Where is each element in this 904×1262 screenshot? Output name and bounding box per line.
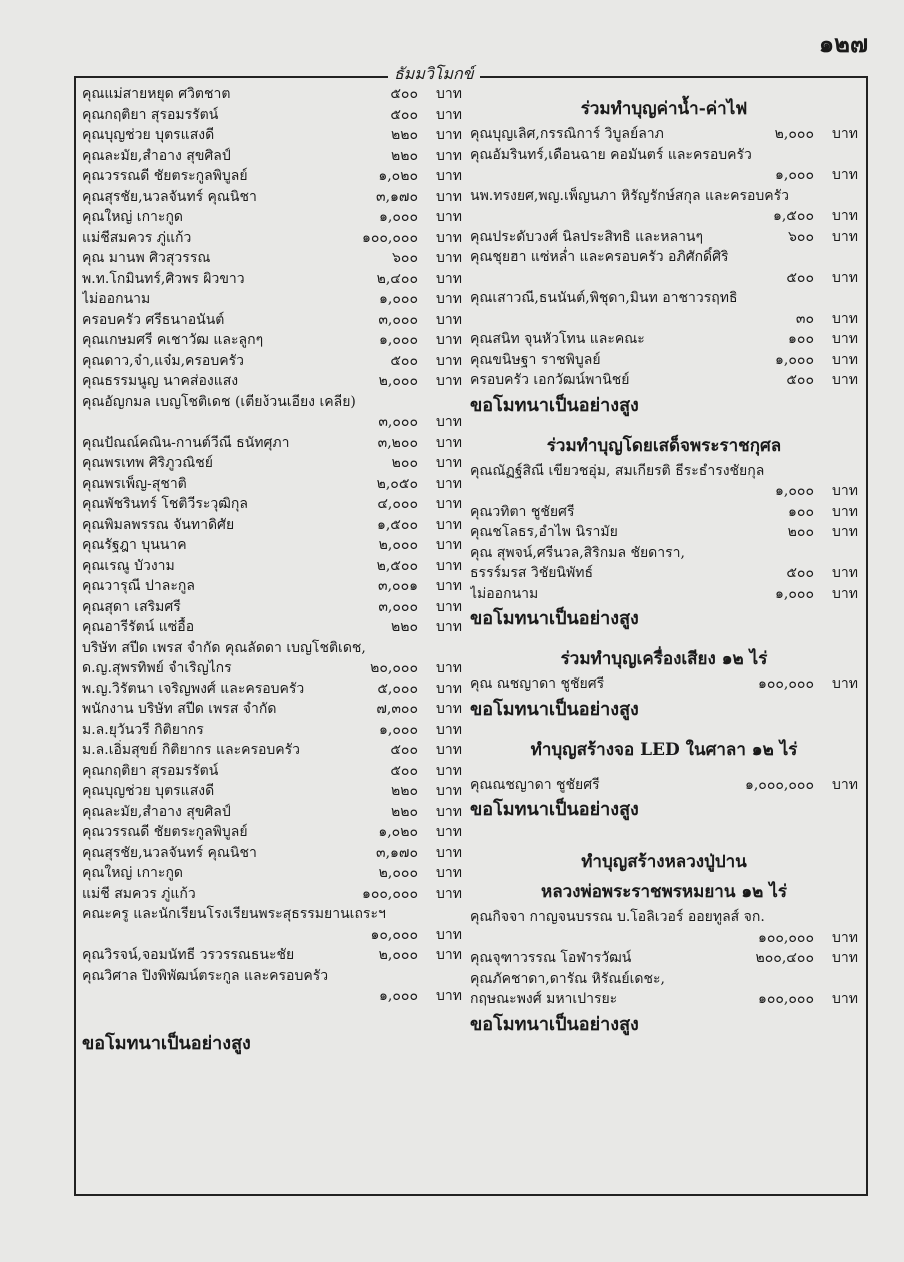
currency-unit: บาท (436, 352, 462, 369)
donation-row (82, 453, 462, 474)
currency-unit: บาท (832, 208, 858, 224)
donation-amount: ๑๐๐,๐๐๐ (757, 991, 814, 1007)
donation-amount: ๑,๐๐๐ (379, 209, 418, 225)
spacer (470, 84, 858, 94)
donor-name: คุณธรรมนูญ นาคส่องแสง (82, 373, 239, 389)
currency-unit: บาท (436, 209, 462, 225)
donor-name: พ.ญ.วิรัตนา เจริญพงศ์ และครอบครัว (82, 680, 305, 697)
donation-row (82, 310, 462, 331)
donation-amount: ๖๐๐ (788, 228, 814, 245)
donor-name: ม.ล.เอิ่มสุขย์ กิติยากร และครอบครัว (82, 742, 301, 758)
donation-row (470, 502, 858, 523)
donor-name-line: คุณภัคชาดา,ดารัณ หิรัณย์เดชะ, (470, 970, 665, 987)
donor-name: ด.ญ.สุพรทิพย์ จำเริญไกร (82, 660, 232, 676)
donation-row (470, 522, 858, 543)
donor-name: คุณละมัย,สำอาง สุขศิลป์ (82, 803, 231, 820)
donation-row (82, 617, 462, 638)
currency-unit: บาท (436, 742, 462, 758)
donation-amount: ๑,๐๐๐ (379, 291, 418, 307)
donor-name: พ.ท.โกมินทร์,ศิวพร ผิวขาว (82, 270, 245, 287)
donation-amount: ๒๐๐ (391, 455, 418, 471)
donation-row (470, 227, 858, 248)
donor-name: คุณพัชรินทร์ โชติวีระวุฒิกุล (82, 496, 248, 512)
donation-row (82, 146, 462, 167)
donation-row (82, 371, 462, 392)
donation-amount: ๒,๔๐๐ (376, 270, 418, 287)
donation-row (82, 351, 462, 372)
donation-amount: ๑๐๐ (788, 503, 814, 520)
currency-unit: บาท (832, 310, 858, 327)
currency-unit: บาท (436, 947, 462, 963)
donation-row (82, 289, 462, 310)
donation-row (82, 84, 462, 105)
donation-row (82, 556, 462, 577)
donation-row (470, 563, 858, 584)
donation-row (82, 105, 462, 126)
donation-row (82, 740, 462, 761)
donor-name: ครอบครัว ศรีธนาอนันต์ (82, 311, 225, 328)
currency-unit: บาท (436, 619, 462, 635)
donation-amount: ๑,๐๐๐ (379, 988, 418, 1004)
donation-amount: ๑๐๐,๐๐๐ (757, 929, 814, 946)
donation-amount: ๒,๐๐๐ (378, 947, 418, 963)
donor-name: คุณวิรจน์,จอมนัทธี วรวรรณธนะชัย (82, 947, 295, 963)
currency-unit: บาท (832, 991, 858, 1007)
donation-row (82, 125, 462, 146)
donation-row (82, 597, 462, 618)
currency-unit: บาท (436, 106, 462, 123)
donation-amount-row (82, 986, 462, 1007)
donation-amount: ๑๐๐,๐๐๐ (361, 885, 418, 902)
donor-name: คุณปัณณ์คณิน-กานต์วีณี ธนัทศุภา (82, 434, 290, 451)
section-heading: ร่วมทำบุญเครื่องเสียง ๑๒ ไร่ (560, 649, 768, 669)
donation-amount: ๑๐๐,๐๐๐ (757, 676, 814, 692)
spacer (470, 825, 858, 847)
donor-name: ครอบครัว เอกวัฒน์พานิชย์ (470, 372, 630, 388)
donation-amount-row (470, 165, 858, 186)
currency-unit: บาท (832, 167, 858, 183)
donation-amount: ๒๒๐ (390, 803, 418, 820)
currency-unit: บาท (832, 483, 858, 499)
currency-unit: บาท (436, 414, 462, 430)
spacer (82, 1007, 462, 1029)
currency-unit: บาท (436, 311, 462, 328)
donation-row (82, 699, 462, 720)
donation-amount: ๒๒๐ (390, 127, 418, 143)
donation-amount: ๑๐,๐๐๐ (370, 926, 418, 943)
donation-amount: ๒๐,๐๐๐ (370, 660, 418, 676)
spacer (470, 725, 858, 735)
currency-unit: บาท (436, 824, 462, 840)
donor-name: คุณสุดา เสริมศรี (82, 598, 181, 615)
donor-name: คุณพิมลพรรณ จันทาดิศัย (82, 516, 235, 533)
donation-row (82, 330, 462, 351)
donor-name: คุณบุญช่วย บุตรแสงดี (82, 127, 215, 143)
donation-row (82, 658, 462, 679)
currency-unit: บาท (436, 701, 462, 717)
donor-name: คุณดาว,จ๋า,แจ๋ม,ครอบครัว (82, 352, 244, 369)
donation-amount-row (82, 925, 462, 946)
donor-name: ธรรร์มรส วิชัยนิพัทธ์ (470, 565, 593, 581)
donation-amount: ๒,๐๕๐ (376, 475, 418, 492)
donor-name: คุณขนิษฐา ราชพิบูลย์ (470, 351, 601, 368)
donor-name: พนักงาน บริษัท สปีด เพรส จำกัด (82, 701, 277, 717)
donation-amount: ๒,๐๐๐ (378, 373, 418, 389)
donor-name: คุณณชญาดา ชูชัยศรี (470, 776, 600, 793)
donor-name: คุณใหญ่ เกาะกูด (82, 865, 184, 881)
donation-amount: ๗,๓๐๐ (376, 701, 418, 717)
donation-amount: ๑,๐๐๐ (775, 483, 814, 499)
currency-unit: บาท (832, 950, 858, 966)
donation-amount: ๕๐๐ (786, 269, 814, 286)
donor-name: คุณสนิท จุนหัวโทน และคณะ (470, 331, 645, 347)
donation-row (82, 166, 462, 187)
currency-unit: บาท (436, 86, 462, 102)
donation-amount: ๓,๐๐๐ (378, 311, 418, 328)
currency-unit: บาท (436, 803, 462, 820)
donor-name: กฤษณะพงศ์ มหาเปารยะ (470, 991, 618, 1007)
section-heading: ทำบุญสร้างจอ LED ในศาลา ๑๒ ไร่ (530, 739, 798, 760)
donor-name: คุณสุรชัย,นวลจันทร์ คุณนิชา (82, 188, 257, 205)
section-heading: หลวงพ่อพระราชพรหมยาน ๑๒ ไร่ (541, 882, 787, 902)
donation-amount-row (470, 481, 858, 502)
donation-amount: ๓,๐๐๐ (378, 598, 418, 615)
donation-row (82, 679, 462, 700)
donation-amount: ๒๒๐ (390, 147, 418, 164)
donation-row (82, 515, 462, 536)
donation-row (470, 948, 858, 969)
donation-amount: ๕๐๐ (390, 742, 418, 758)
donation-row (82, 781, 462, 802)
donor-name: คุณวารุณี ปาละกูล (82, 578, 195, 594)
currency-unit: บาท (436, 516, 462, 533)
donation-amount: ๕๐๐ (786, 372, 814, 388)
donation-row (82, 802, 462, 823)
donation-amount: ๑,๐๒๐ (378, 168, 418, 184)
donation-amount: ๒,๕๐๐ (376, 557, 418, 574)
donation-amount: ๕,๐๐๐ (377, 680, 418, 697)
currency-unit: บาท (436, 988, 462, 1004)
donation-row (82, 863, 462, 884)
currency-unit: บาท (436, 783, 462, 799)
donor-name-line: คุณเสาวณี,ธนนันต์,พิชุดา,มินท อาชาวรฤทธิ (470, 290, 738, 306)
donation-amount: ๓,๑๗๐ (376, 188, 418, 205)
donation-amount: ๒๐๐,๔๐๐ (755, 950, 814, 966)
donation-amount: ๑,๐๐๐ (379, 332, 418, 348)
donor-name: คุณวรรณดี ชัยตระกูลพิบูลย์ (82, 168, 248, 184)
journal-name: ธัมมวิโมกข์ (388, 62, 480, 87)
donation-amount: ๒๒๐ (390, 783, 418, 799)
donation-amount: ๓,๐๐๐ (378, 414, 418, 430)
currency-unit: บาท (436, 332, 462, 348)
thanks-line: ขอโมทนาเป็นอย่างสูง (82, 1032, 251, 1054)
currency-unit: บาท (436, 373, 462, 389)
donor-name: แม่ชี สมควร ภู่แก้ว (82, 885, 196, 902)
spacer (470, 421, 858, 431)
donation-row (82, 843, 462, 864)
currency-unit: บาท (832, 228, 858, 245)
currency-unit: บาท (436, 229, 462, 246)
currency-unit: บาท (436, 250, 462, 266)
currency-unit: บาท (436, 147, 462, 164)
donor-name-line: บริษัท สปีด เพรส จำกัด คุณลัดดา เบญโชติเดช, (82, 639, 366, 656)
donation-row (470, 674, 858, 695)
donation-amount: ๒๐๐ (787, 524, 814, 540)
donation-amount: ๓,๐๐๑ (378, 578, 418, 594)
donor-name-line: คุณชุยฮา แซ่หล่ำ และครอบครัว อภิศักดิ์ศิริ (470, 249, 729, 265)
currency-unit: บาท (436, 762, 462, 779)
donation-amount-row (470, 268, 858, 289)
donation-row (470, 584, 858, 605)
donation-row (82, 228, 462, 249)
donor-name: คุณ ณชญาดา ชูชัยศรี (470, 676, 605, 692)
currency-unit: บาท (832, 929, 858, 946)
donation-row (82, 945, 462, 966)
donor-name: คุณกฤติยา สุรอมรรัตน์ (82, 762, 219, 779)
currency-unit: บาท (436, 885, 462, 902)
currency-unit: บาท (436, 270, 462, 287)
donor-name: แม่ชีสมควร ภู่แก้ว (82, 229, 192, 246)
donation-amount: ๓,๒๐๐ (377, 434, 418, 451)
donor-name: ไม่ออกนาม (82, 291, 151, 307)
donor-name: คุณประดับวงศ์ นิลประสิทธิ และหลานๆ (470, 228, 704, 245)
donor-name: คุณละมัย,สำอาง สุขศิลป์ (82, 147, 231, 164)
donation-row (470, 124, 858, 145)
donation-row (82, 720, 462, 741)
donation-amount: ๔,๐๐๐ (377, 496, 418, 512)
currency-unit: บาท (436, 291, 462, 307)
donation-amount-row (470, 928, 858, 949)
thanks-line: ขอโมทนาเป็นอย่างสูง (470, 698, 639, 720)
section-heading: ร่วมทำบุญโดยเสด็จพระราชกุศล (546, 435, 782, 456)
currency-unit: บาท (436, 926, 462, 943)
currency-unit: บาท (832, 503, 858, 520)
currency-unit: บาท (436, 455, 462, 471)
donor-name: คุณชโลธร,อำไพ นิรามัย (470, 524, 618, 540)
currency-unit: บาท (832, 676, 858, 692)
thanks-line: ขอโมทนาเป็นอย่างสูง (470, 608, 639, 629)
currency-unit: บาท (436, 434, 462, 451)
currency-unit: บาท (436, 475, 462, 492)
donation-row (470, 329, 858, 350)
donation-amount-row (470, 206, 858, 227)
currency-unit: บาท (436, 844, 462, 861)
donation-amount-row (470, 309, 858, 330)
donor-name: คุณเรณู บัวงาม (82, 557, 175, 574)
donation-row (82, 187, 462, 208)
donor-name-line: คณะครู และนักเรียนโรงเรียนพระสุธรรมยานเถระฯ (82, 906, 386, 922)
donation-row (82, 822, 462, 843)
donor-name-line: คุณอัญกมล เบญโชติเดช (เตียง้วนเอียง เคลีย) (82, 393, 356, 410)
thanks-line: ขอโมทนาเป็นอย่างสูง (470, 394, 639, 416)
donor-name-line: คุณวิศาล ปิงพิพัฒน์ตระกูล และครอบครัว (82, 967, 329, 984)
page-number: ๑๒๗ (818, 29, 868, 58)
donor-name: คุณอารีรัตน์ แซ่อื้อ (82, 619, 195, 635)
thanks-line: ขอโมทนาเป็นอย่างสูง (470, 799, 639, 820)
donation-row (470, 775, 858, 796)
currency-unit: บาท (832, 524, 858, 540)
donor-name: คุณจุฑาวรรณ โอฬารวัฒน์ (470, 950, 632, 966)
donation-amount: ๕๐๐ (390, 762, 418, 779)
currency-unit: บาท (436, 865, 462, 881)
donation-amount: ๒,๐๐๐ (774, 126, 814, 142)
donation-amount: ๑,๐๐๐ (775, 167, 814, 183)
donor-name: คุณเกษมศรี คเชาวัฒ และลูกๆ (82, 332, 264, 348)
donor-name: คุณพรเพ็ญ-สุชาติ (82, 475, 187, 492)
currency-unit: บาท (436, 537, 462, 553)
donor-name: คุณวทิตา ชูชัยศรี (470, 503, 575, 520)
donation-amount: ๕๐๐ (390, 86, 418, 102)
donation-amount: ๓๐ (795, 310, 814, 327)
currency-unit: บาท (832, 565, 858, 581)
donation-amount: ๕๐๐ (390, 106, 418, 123)
currency-unit: บาท (436, 557, 462, 574)
donation-amount: ๕๐๐ (786, 565, 814, 581)
donor-name: คุณ มานพ ศิวสุวรรณ (82, 250, 211, 266)
donation-amount: ๒,๐๐๐ (378, 865, 418, 881)
donor-name: คุณรัฐฎา บุนนาค (82, 537, 187, 553)
donation-amount: ๑,๐๒๐ (378, 824, 418, 840)
donation-amount: ๑,๐๐๐ (379, 721, 418, 738)
currency-unit: บาท (436, 168, 462, 184)
donation-amount: ๓,๑๗๐ (376, 844, 418, 861)
donation-amount: ๕๐๐ (390, 352, 418, 369)
donor-name-line: นพ.ทรงยศ,พญ.เพ็ญนภา หิรัญรักษ์สกุล และครอบครัว (470, 187, 790, 204)
currency-unit: บาท (436, 578, 462, 594)
thanks-line: ขอโมทนาเป็นอย่างสูง (470, 1013, 639, 1035)
currency-unit: บาท (436, 721, 462, 738)
currency-unit: บาท (436, 188, 462, 205)
currency-unit: บาท (436, 127, 462, 143)
donation-amount: ๑๐๐,๐๐๐ (361, 229, 418, 246)
currency-unit: บาท (832, 331, 858, 347)
donor-name: คุณบุญช่วย บุตรแสงดี (82, 783, 215, 799)
currency-unit: บาท (436, 680, 462, 697)
donation-row (82, 248, 462, 269)
currency-unit: บาท (832, 269, 858, 286)
currency-unit: บาท (436, 496, 462, 512)
donor-name-line: คุณอัมรินทร์,เดือนฉาย คอมันตร์ และครอบครัว (470, 146, 752, 163)
donor-name: คุณพรเทพ ศิริภูวณิชย์ (82, 455, 213, 471)
currency-unit: บาท (436, 660, 462, 676)
donation-row (82, 207, 462, 228)
donation-amount: ๒๒๐ (390, 619, 418, 635)
donor-name: คุณกฤติยา สุรอมรรัตน์ (82, 106, 219, 123)
donor-name: คุณแม่สายหยุด ศวิตชาต (82, 86, 231, 102)
section-heading: ร่วมทำบุญค่าน้ำ-ค่าไฟ (580, 99, 748, 119)
currency-unit: บาท (832, 126, 858, 142)
donor-name: คุณวรรณดี ชัยตระกูลพิบูลย์ (82, 824, 248, 840)
donation-row (470, 350, 858, 371)
donation-amount: ๑,๐๐๐ (775, 351, 814, 368)
donation-amount: ๑,๐๐๐,๐๐๐ (744, 776, 814, 793)
donation-amount: ๑,๕๐๐ (772, 208, 814, 224)
donation-row (82, 433, 462, 454)
donation-row (82, 761, 462, 782)
donation-row (82, 269, 462, 290)
currency-unit: บาท (436, 598, 462, 615)
currency-unit: บาท (832, 351, 858, 368)
currency-unit: บาท (832, 585, 858, 602)
left-column (82, 84, 462, 1059)
currency-unit: บาท (832, 776, 858, 793)
donation-row (82, 576, 462, 597)
donor-name-line: คุณณัฏฐ์สิณี เขียวชอุ่ม, สมเกียรติ ธีระธำรงชัยกุล (470, 462, 765, 479)
donation-amount: ๑,๐๐๐ (775, 585, 814, 602)
spacer (470, 765, 858, 775)
donation-row (82, 535, 462, 556)
donation-row (470, 989, 858, 1010)
donor-name: คุณใหญ่ เกาะกูด (82, 209, 184, 225)
spacer (470, 634, 858, 644)
donation-row (82, 474, 462, 495)
section-heading: ทำบุญสร้างหลวงปู่ปาน (581, 852, 747, 872)
donation-amount: ๖๐๐ (392, 250, 418, 266)
donor-name-line: คุณกิจจา กาญจนบรรณ บ.โอลิเวอร์ ออยทูลส์ จก. (470, 909, 765, 925)
donation-amount: ๑๐๐ (788, 331, 814, 347)
right-column (470, 84, 858, 1040)
donor-name: คุณสุรชัย,นวลจันทร์ คุณนิชา (82, 844, 257, 861)
donation-row (470, 370, 858, 391)
donation-row (82, 494, 462, 515)
donation-amount: ๑,๕๐๐ (376, 516, 418, 533)
donation-amount: ๒,๐๐๐ (378, 537, 418, 553)
donor-name: คุณบุญเลิศ,กรรณิการ์ วิบูลย์ลาภ (470, 126, 664, 142)
donor-name: ไม่ออกนาม (470, 585, 539, 602)
donor-name-line: คุณ สุพจน์,ศรีนวล,สิริกมล ชัยดารา, (470, 544, 685, 561)
currency-unit: บาท (832, 372, 858, 388)
donation-amount-row (82, 412, 462, 433)
donor-name: ม.ล.ยุวันวรี กิติยากร (82, 721, 204, 738)
donation-row (82, 884, 462, 905)
